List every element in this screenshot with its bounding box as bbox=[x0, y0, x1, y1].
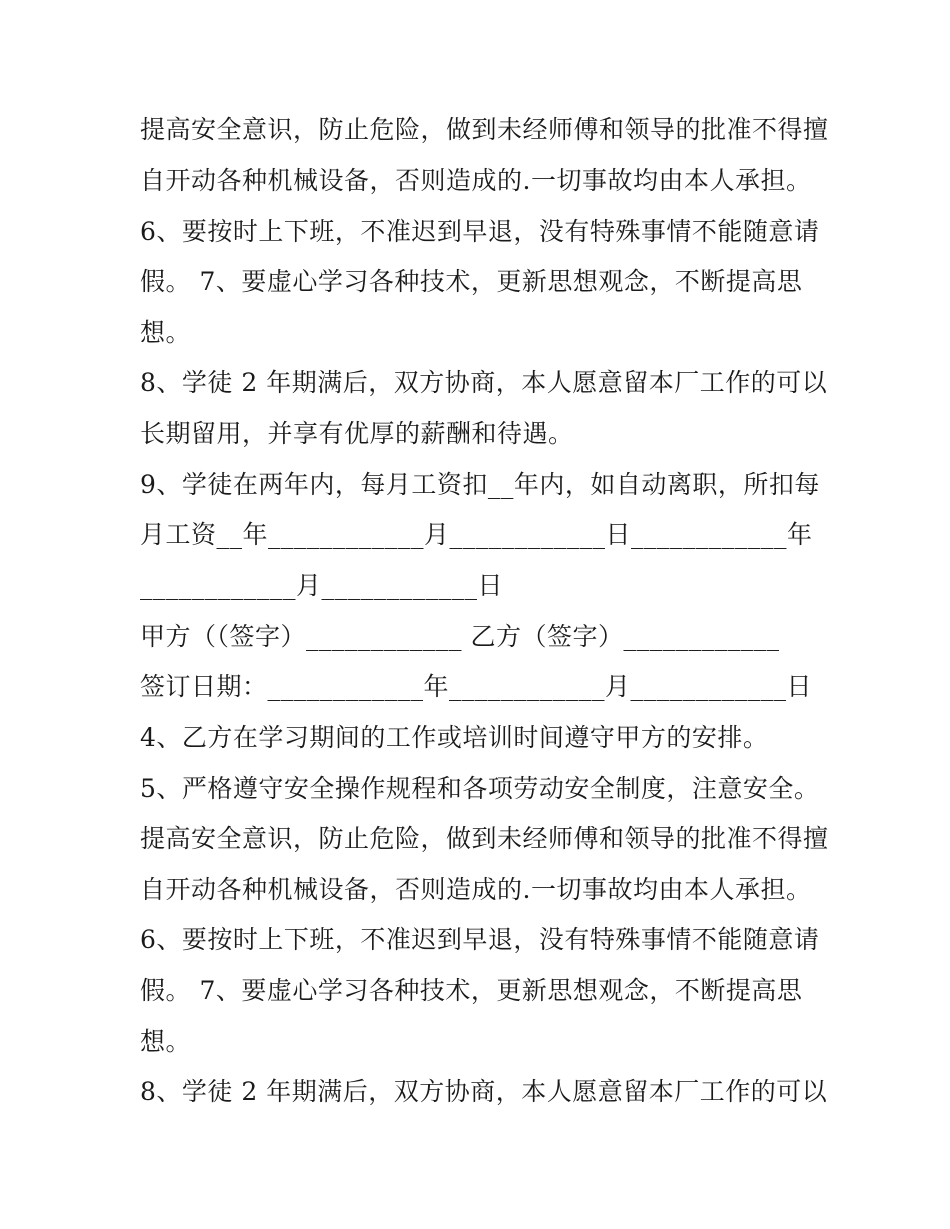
text-line: ____________月____________日 bbox=[140, 571, 504, 600]
text-line: 月工资__年____________月____________日____________年 bbox=[140, 520, 813, 549]
text-line: 9、学徒在两年内，每月工资扣__年内，如自动离职，所扣每 bbox=[140, 470, 820, 499]
text-line: 8、学徒 2 年期满后，双方协商，本人愿意留本厂工作的可以 bbox=[140, 368, 828, 397]
text-line: 想。 bbox=[140, 1027, 192, 1056]
text-line: 6、要按时上下班，不准迟到早退，没有特殊事情不能随意请 bbox=[140, 217, 820, 246]
text-line: 5、严格遵守安全操作规程和各项劳动安全制度，注意安全。 bbox=[140, 774, 820, 803]
text-line: 假。 7、要虚心学习各种技术，更新思想观念，不断提高思 bbox=[140, 976, 803, 1005]
text-line: 签订日期：____________年____________月____________日 bbox=[140, 672, 813, 701]
text-line: 自开动各种机械设备，否则造成的.一切事故均由本人承担。 bbox=[140, 875, 812, 904]
text-line: 提高安全意识，防止危险，做到未经师傅和领导的批准不得擅 bbox=[140, 824, 829, 853]
text-line: 想。 bbox=[140, 318, 192, 347]
text-line: 提高安全意识，防止危险，做到未经师傅和领导的批准不得擅 bbox=[140, 115, 829, 144]
text-line: 甲方（（签字）____________ 乙方（签字）____________ bbox=[140, 622, 780, 651]
text-line: 自开动各种机械设备，否则造成的.一切事故均由本人承担。 bbox=[140, 166, 812, 195]
text-line: 8、学徒 2 年期满后，双方协商，本人愿意留本厂工作的可以 bbox=[140, 1077, 828, 1106]
text-line: 4、乙方在学习期间的工作或培训时间遵守甲方的安排。 bbox=[140, 723, 769, 752]
text-line: 长期留用，并享有优厚的薪酬和待遇。 bbox=[140, 419, 574, 448]
text-line: 6、要按时上下班，不准迟到早退，没有特殊事情不能随意请 bbox=[140, 925, 820, 954]
text-line: 假。 7、要虚心学习各种技术，更新思想观念，不断提高思 bbox=[140, 267, 803, 296]
